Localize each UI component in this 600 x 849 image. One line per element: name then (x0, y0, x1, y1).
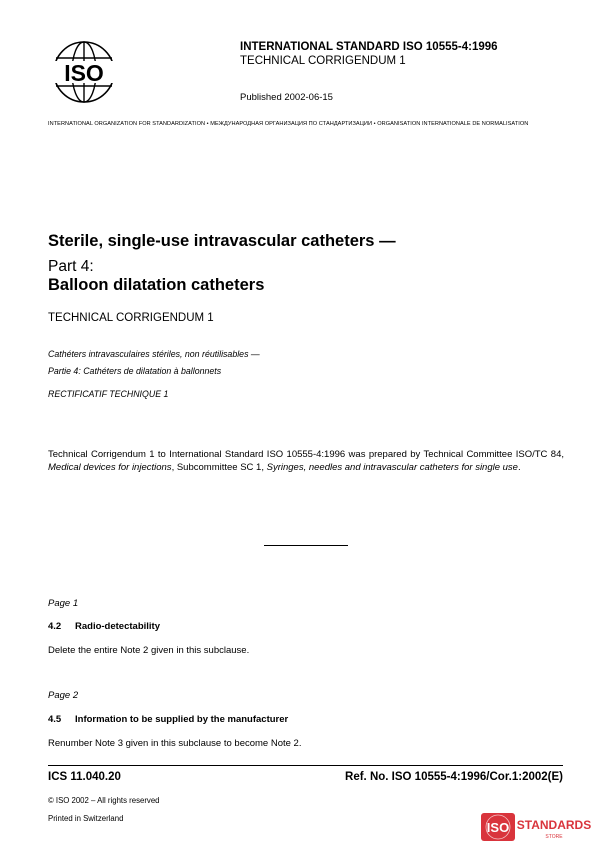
organization-line: INTERNATIONAL ORGANIZATION FOR STANDARDIZATION • МЕЖДУНАРОДНАЯ ОРГАНИЗАЦИЯ ПО СТАНДАРТИЗАЦИИ • ORGANISATION INTERNATIONALE DE NORMALISATION (48, 121, 529, 127)
corrigendum-label: TECHNICAL CORRIGENDUM 1 (240, 55, 406, 67)
part-number: Part 4: (48, 258, 94, 275)
iso-logo (50, 38, 118, 106)
iso-logo-text: ISO (64, 60, 104, 86)
tc-label: TECHNICAL CORRIGENDUM 1 (48, 312, 214, 324)
page-label: Page 2 (48, 690, 79, 701)
footer-rule (48, 765, 563, 766)
intro-italic-1: Medical devices for injections (48, 461, 172, 473)
reference-number: Ref. No. ISO 10555-4:1996/Cor.1:2002(E) (345, 771, 563, 783)
section-text: Delete the entire Note 2 given in this subclause. (48, 645, 250, 656)
section-heading (48, 621, 160, 632)
section-title: Radio-detectability (75, 621, 160, 632)
french-title-1: Cathéters intravasculaires stériles, non réutilisables — (48, 349, 260, 359)
document-title: Sterile, single-use intravascular catheters — (48, 232, 396, 250)
part-title: Balloon dilatation catheters (48, 276, 265, 294)
center-divider (264, 545, 348, 546)
badge-store-text: STORE (545, 834, 563, 840)
badge-standards-text: STANDARDS (516, 818, 592, 832)
printed-in: Printed in Switzerland (48, 814, 124, 823)
intro-text-3: . (517, 461, 521, 473)
ics-code: ICS 11.040.20 (48, 771, 121, 783)
section-number: 4.2 (48, 621, 62, 632)
section-heading (48, 714, 288, 725)
standard-title: INTERNATIONAL STANDARD ISO 10555-4:1996 (240, 41, 498, 53)
section-number: 4.5 (48, 714, 62, 725)
section-text: Renumber Note 3 given in this subclause to become Note 2. (48, 738, 302, 749)
intro-text-1: Technical Corrigendum 1 to International Standard ISO 10555-4:1996 was prepared by Technical Committee ISO/TC 84, (48, 449, 564, 460)
intro-italic-2: Syringes, needles and intravascular catheters for single use (266, 461, 518, 473)
page-label: Page 1 (48, 598, 79, 609)
copyright: © ISO 2002 – All rights reserved (48, 796, 160, 805)
french-title-2: Partie 4: Cathéters de dilatation à ballonnets (48, 366, 222, 376)
french-tc-label: RECTIFICATIF TECHNIQUE 1 (48, 389, 169, 399)
section-title: Information to be supplied by the manufacturer (75, 714, 289, 725)
badge-iso-text: ISO (486, 820, 510, 835)
published-date: Published 2002-06-15 (240, 92, 333, 103)
intro-text-2: , Subcommittee SC 1, (171, 461, 267, 473)
intro-paragraph (48, 449, 564, 474)
standards-store-badge (481, 812, 593, 842)
